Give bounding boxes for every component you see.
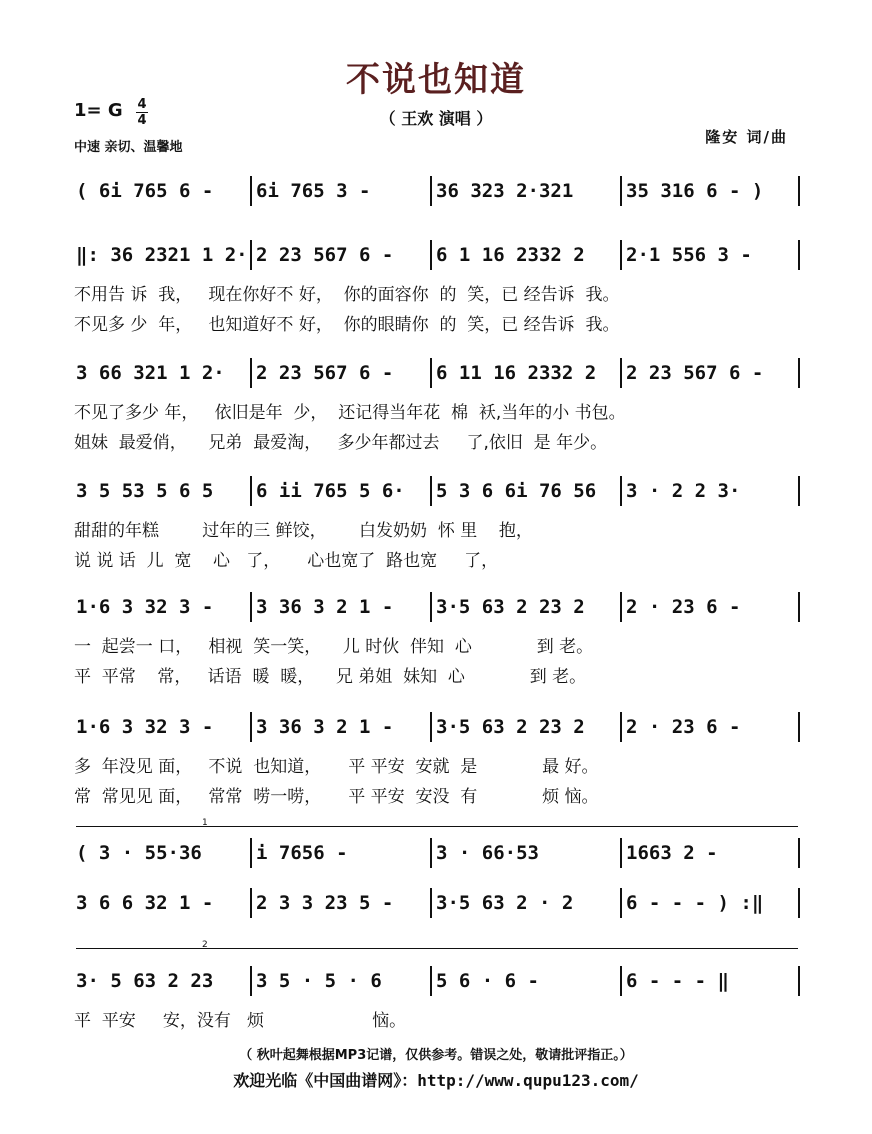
lyric-text: 不见多 少 年， 也知道好不 好， 你的眼睛你 的 笑，已 经告诉 我。 — [74, 315, 620, 335]
barline — [798, 966, 800, 996]
measure: 3 36 3 2 1 - — [256, 596, 394, 618]
performer-subtitle: （ 王欢 演唱 ） — [379, 109, 493, 128]
website-banner: 欢迎光临《中国曲谱网》：http://www.qupu123.com/ — [233, 1071, 639, 1090]
barline — [798, 712, 800, 742]
measure: 3· 5 63 2 23 — [76, 970, 214, 992]
barline — [620, 240, 622, 270]
measure: 35 316 6 - ) — [626, 180, 764, 202]
measure: 3 36 3 2 1 - — [256, 716, 394, 738]
measure: 5 6 · 6 - — [436, 970, 539, 992]
measure: ‖: 36 2321 1 2· — [76, 244, 248, 266]
composer-credit: 隆安 词/曲 — [705, 128, 788, 146]
notation-row — [70, 712, 802, 742]
barline — [250, 592, 252, 622]
barline — [250, 358, 252, 388]
lyric-text: 平 平安 安，没有 烦 恼。 — [74, 1011, 407, 1031]
measure: 2 · 23 6 - — [626, 596, 741, 618]
measure: 3·5 63 2 · 2 — [436, 892, 574, 914]
barline — [430, 240, 432, 270]
measure: 6 - - - ‖ — [626, 970, 729, 992]
lyric-line — [70, 1006, 802, 1032]
lyric-line — [70, 428, 802, 454]
time-signature — [136, 98, 148, 127]
measure: 1663 2 - — [626, 842, 718, 864]
measure: 2 · 23 6 - — [626, 716, 741, 738]
barline — [250, 966, 252, 996]
measure: 6 11 16 2332 2 — [436, 362, 597, 384]
measure: 36 323 2·321 — [436, 180, 574, 202]
measure: 3 6 6 32 1 - — [76, 892, 214, 914]
time-signature-top: 4 — [137, 97, 147, 112]
barline — [798, 838, 800, 868]
lyric-line — [70, 752, 802, 778]
measure: 3 · 66·53 — [436, 842, 539, 864]
measure: ( 6i 765 6 - — [76, 180, 214, 202]
song-title: 不说也知道 — [346, 60, 526, 100]
notation-row — [70, 240, 802, 270]
notation-row — [70, 966, 802, 996]
barline — [620, 592, 622, 622]
measure: 3 · 2 2 3· — [626, 480, 741, 502]
barline — [620, 966, 622, 996]
barline — [620, 888, 622, 918]
barline — [430, 592, 432, 622]
notation-row — [70, 592, 802, 622]
time-signature-bottom: 4 — [137, 113, 147, 128]
barline — [250, 888, 252, 918]
lyric-line — [70, 280, 802, 306]
barline — [798, 358, 800, 388]
measure: 2 23 567 6 - — [256, 362, 394, 384]
lyric-text: 不用告 诉 我， 现在你好不 好， 你的面容你 的 笑，已 经告诉 我。 — [74, 285, 620, 305]
measure: 3 66 321 1 2· — [76, 362, 225, 384]
measure: 2 23 567 6 - — [256, 244, 394, 266]
transcription-note: （ 秋叶起舞根据MP3记谱，仅供参考。错误之处，敬请批评指正。） — [239, 1048, 633, 1063]
measure: 3·5 63 2 23 2 — [436, 596, 585, 618]
lyric-text: 姐妹 最爱俏， 兄弟 最爱淘， 多少年都过去 了,依旧 是 年少。 — [74, 433, 608, 453]
measure: 6 1 16 2332 2 — [436, 244, 585, 266]
barline — [250, 176, 252, 206]
barline — [250, 712, 252, 742]
lyric-line — [70, 782, 802, 808]
lyric-text: 一 起尝一 口， 相视 笑一笑， 儿 时伙 伴知 心 到 老。 — [74, 637, 594, 657]
barline — [620, 176, 622, 206]
barline — [250, 240, 252, 270]
barline — [430, 358, 432, 388]
measure: 2·1 556 3 - — [626, 244, 752, 266]
notation-row — [70, 838, 802, 868]
barline — [430, 838, 432, 868]
notation-row — [70, 476, 802, 506]
barline — [250, 476, 252, 506]
barline — [430, 966, 432, 996]
barline — [798, 592, 800, 622]
tempo-marking: 中速 亲切、温馨地 — [74, 140, 183, 155]
barline — [430, 712, 432, 742]
barline — [798, 888, 800, 918]
barline — [798, 240, 800, 270]
volta-bracket-1 — [76, 826, 798, 827]
lyric-line — [70, 516, 802, 542]
measure: 2 3 3 23 5 - — [256, 892, 394, 914]
lyric-line — [70, 546, 802, 572]
measure: 1·6 3 32 3 - — [76, 716, 214, 738]
measure: 6 ii 765 5 6· — [256, 480, 405, 502]
volta-bracket-2 — [76, 948, 798, 949]
measure: ( 3 · 55·36 — [76, 842, 202, 864]
lyric-text: 多 年没见 面， 不说 也知道， 平 平安 安就 是 最 好。 — [74, 757, 599, 777]
barline — [430, 176, 432, 206]
lyric-text: 常 常见见 面， 常常 唠一唠， 平 平安 安没 有 烦 恼。 — [74, 787, 599, 807]
measure: 1·6 3 32 3 - — [76, 596, 214, 618]
measure: 3 5 · 5 · 6 — [256, 970, 382, 992]
barline — [430, 888, 432, 918]
measure: 2 23 567 6 - — [626, 362, 764, 384]
barline — [430, 476, 432, 506]
key-signature: 1= G — [74, 100, 123, 121]
barline — [620, 712, 622, 742]
measure: 6 - - - ) :‖ — [626, 892, 764, 914]
measure: 3 5 53 5 6 5 — [76, 480, 214, 502]
measure: 3·5 63 2 23 2 — [436, 716, 585, 738]
lyric-text: 不见了多少 年， 依旧是年 少， 还记得当年花 棉 袄,当年的小 书包。 — [74, 403, 626, 423]
notation-row — [70, 176, 802, 206]
barline — [620, 838, 622, 868]
volta-mark-1: 1 — [202, 818, 208, 828]
lyric-text: 甜甜的年糕 过年的三 鲜饺， 白发奶奶 怀 里 抱， — [74, 521, 533, 541]
notation-row — [70, 358, 802, 388]
lyric-text: 说 说 话 儿 宽 心 了， 心也宽了 路也宽 了， — [74, 551, 499, 571]
lyric-line — [70, 398, 802, 424]
barline — [250, 838, 252, 868]
lyric-line — [70, 632, 802, 658]
notation-row — [70, 888, 802, 918]
barline — [620, 358, 622, 388]
lyric-line — [70, 310, 802, 336]
lyric-text: 平 平常 常， 话语 暖 暖， 兄 弟姐 妹知 心 到 老。 — [74, 667, 587, 687]
measure: 6i 765 3 - — [256, 180, 371, 202]
lyric-line — [70, 662, 802, 688]
volta-mark-2: 2 — [202, 940, 208, 950]
measure: i 7656 - — [256, 842, 348, 864]
barline — [620, 476, 622, 506]
barline — [798, 476, 800, 506]
measure: 5 3 6 6i 76 56 — [436, 480, 597, 502]
barline — [798, 176, 800, 206]
